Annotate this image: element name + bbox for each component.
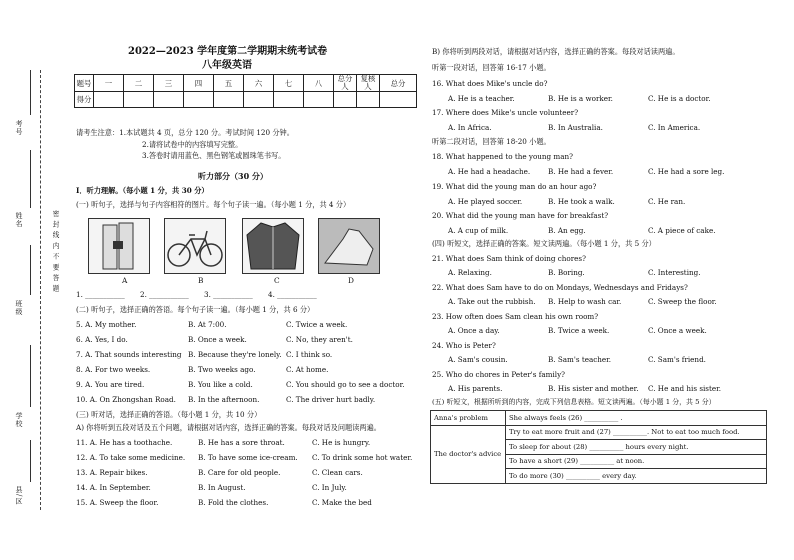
question-21: 21. What does Sam think of doing chores? bbox=[432, 254, 586, 263]
sub-1-heading: (一) 听句子，选择与句子内容相符的图片。每个句子读一遍。（每小题 1 分，共 4 分） bbox=[76, 200, 351, 209]
option[interactable]: 10. A. On Zhongshan Road. bbox=[76, 395, 176, 404]
listen-1-instruction: 听第一段对话，回答第 16-17 小题。 bbox=[432, 63, 551, 72]
option[interactable]: C. Sweep the floor. bbox=[648, 297, 717, 306]
option[interactable]: A. He is a teacher. bbox=[448, 94, 515, 103]
option[interactable]: C. In July. bbox=[312, 483, 347, 492]
option[interactable]: B. Boring. bbox=[548, 268, 585, 277]
option[interactable]: C. You should go to see a doctor. bbox=[286, 380, 405, 389]
option[interactable]: 7. A. That sounds interesting bbox=[76, 350, 182, 359]
option[interactable]: 6. A. Yes, I do. bbox=[76, 335, 128, 344]
option[interactable]: C. The driver hurt badly. bbox=[286, 395, 376, 404]
score-input-cell[interactable] bbox=[244, 92, 274, 108]
hand-wiping-icon bbox=[319, 219, 379, 273]
option[interactable]: 8. A. For two weeks. bbox=[76, 365, 151, 374]
question-23: 23. How often does Sam clean his own room? bbox=[432, 312, 599, 321]
question-16: 16. What does Mike's uncle do? bbox=[432, 79, 548, 88]
note-3: 3.答卷时请用蓝色、黑色钢笔或圆珠笔书写。 bbox=[142, 151, 286, 160]
blank-3[interactable]: 3. ___________ bbox=[204, 290, 253, 299]
option[interactable]: B. He is a worker. bbox=[548, 94, 613, 103]
score-table bbox=[74, 74, 417, 108]
option[interactable]: 13. A. Repair bikes. bbox=[76, 468, 148, 477]
option[interactable]: B. Once a week. bbox=[188, 335, 247, 344]
option[interactable]: 5. A. My mother. bbox=[76, 320, 137, 329]
option[interactable]: A. He played soccer. bbox=[448, 197, 523, 206]
question-20: 20. What did the young man have for breakfast? bbox=[432, 211, 609, 220]
sub-3-heading: (三) 听对话，选择正确的答语。（每小题 1 分，共 10 分） bbox=[76, 410, 262, 419]
pic-label-c: C bbox=[274, 276, 280, 285]
exam-no-label: 考号 bbox=[15, 120, 23, 136]
score-header-row bbox=[75, 75, 417, 92]
cell: 八 bbox=[304, 75, 334, 92]
option[interactable]: 11. A. He has a toothache. bbox=[76, 438, 173, 447]
option[interactable]: A. He had a headache. bbox=[448, 167, 531, 176]
sub-3a-instruction: A) 你将听到五段对话及五个问题，请根据对话内容，选择正确的答案。每段对话及问题读两遍。 bbox=[76, 423, 381, 432]
option[interactable]: B. In Australia. bbox=[548, 123, 603, 132]
option[interactable]: A. Take out the rubbish. bbox=[448, 297, 536, 306]
option[interactable]: A. Once a day. bbox=[448, 326, 500, 335]
option[interactable]: C. He is a doctor. bbox=[648, 94, 711, 103]
score-input-cell[interactable] bbox=[357, 92, 380, 108]
name-line bbox=[30, 150, 31, 208]
county-line bbox=[30, 440, 31, 482]
option[interactable]: B. He has a sore throat. bbox=[198, 438, 285, 447]
county-label: 县/区 bbox=[15, 486, 23, 506]
pic-label-d: D bbox=[348, 276, 354, 285]
option[interactable]: B. Fold the clothes. bbox=[198, 498, 269, 507]
option[interactable]: B. At 7:00. bbox=[188, 320, 227, 329]
fill-cell[interactable]: Try to eat more fruit and (27) __________. Not to eat too much food. bbox=[506, 425, 767, 440]
question-24: 24. Who is Peter? bbox=[432, 341, 496, 350]
option[interactable]: C. No, they aren't. bbox=[286, 335, 353, 344]
option[interactable]: 15. A. Sweep the floor. bbox=[76, 498, 159, 507]
option[interactable]: C. Clean cars. bbox=[312, 468, 363, 477]
option[interactable]: C. He and his sister. bbox=[648, 384, 722, 393]
table-row bbox=[431, 411, 767, 426]
cell: 五 bbox=[214, 75, 244, 92]
option[interactable]: B. In August. bbox=[198, 483, 246, 492]
option[interactable]: 9. A. You are tired. bbox=[76, 380, 145, 389]
score-input-cell[interactable] bbox=[124, 92, 154, 108]
cell: 四 bbox=[184, 75, 214, 92]
fill-cell[interactable]: To do more (30) __________ every day. bbox=[506, 469, 767, 484]
cell: 七 bbox=[274, 75, 304, 92]
option[interactable]: C. Interesting. bbox=[648, 268, 701, 277]
school-label: 学校 bbox=[15, 412, 23, 428]
option[interactable]: C. To drink some hot water. bbox=[312, 453, 413, 462]
option[interactable]: B. Care for old people. bbox=[198, 468, 281, 477]
bicycle-icon bbox=[165, 219, 225, 273]
cell: 六 bbox=[244, 75, 274, 92]
row-label: Anna's problem bbox=[431, 411, 506, 426]
option[interactable]: B. An egg. bbox=[548, 226, 586, 235]
exam-title: 2022—2023 学年度第二学期期末统考试卷 bbox=[128, 46, 328, 57]
score-input-cell[interactable] bbox=[154, 92, 184, 108]
option[interactable]: 14. A. In September. bbox=[76, 483, 151, 492]
picture-b bbox=[164, 218, 226, 274]
option[interactable]: B. In the afternoon. bbox=[188, 395, 260, 404]
sub-5-heading: (五) 听短文，根据所听到的内容，完成下列信息表格。短文读两遍。（每小题 1 分，共 5 分） bbox=[432, 398, 716, 406]
picture-c bbox=[242, 218, 304, 274]
score-input-cell[interactable] bbox=[214, 92, 244, 108]
option[interactable]: A. A cup of milk. bbox=[448, 226, 509, 235]
option[interactable]: 12. A. To take some medicine. bbox=[76, 453, 186, 462]
fill-cell[interactable]: She always feels (26) __________ . bbox=[506, 411, 767, 426]
cell: 二 bbox=[124, 75, 154, 92]
option[interactable]: C. He is hungry. bbox=[312, 438, 371, 447]
option[interactable]: B. You like a cold. bbox=[188, 380, 253, 389]
note-2: 2.请将试卷中的内容填写完整。 bbox=[142, 140, 243, 149]
question-18: 18. What happened to the young man? bbox=[432, 152, 573, 161]
fill-cell[interactable]: To sleep for about (28) __________ hours every night. bbox=[506, 440, 767, 455]
shirt-icon bbox=[243, 219, 303, 273]
cell: 题号 bbox=[75, 75, 94, 92]
sub-3b-instruction: B) 你将听到两段对话，请根据对话内容，选择正确的答案。每段对话读两遍。 bbox=[432, 47, 680, 56]
info-table bbox=[430, 410, 767, 484]
table-row bbox=[431, 425, 767, 440]
picture-d bbox=[318, 218, 380, 274]
pic-label-b: B bbox=[198, 276, 204, 285]
question-22: 22. What does Sam have to do on Mondays, Wednesdays and Fridays? bbox=[432, 283, 688, 292]
score-value-row bbox=[75, 92, 417, 108]
note-1: 请考生注意：1.本试题共 4 页，总分 120 分。考试时间 120 分钟。 bbox=[76, 128, 294, 137]
option[interactable]: C. In America. bbox=[648, 123, 701, 132]
cell: 一 bbox=[94, 75, 124, 92]
cell: 得分 bbox=[75, 92, 94, 108]
option[interactable]: C. Once a week. bbox=[648, 326, 707, 335]
sore-knee-icon bbox=[89, 219, 149, 273]
score-input-cell[interactable] bbox=[274, 92, 304, 108]
option[interactable]: A. Sam's cousin. bbox=[448, 355, 508, 364]
option[interactable]: C. Sam's friend. bbox=[648, 355, 706, 364]
option[interactable]: B. Because they're lonely. bbox=[188, 350, 282, 359]
option[interactable]: C. Make the bed bbox=[312, 498, 372, 507]
option[interactable]: C. A piece of cake. bbox=[648, 226, 716, 235]
section-listening: 听力部分（30 分） bbox=[198, 171, 268, 181]
question-25: 25. Who do chores in Peter's family? bbox=[432, 370, 565, 379]
part-1-heading: Ⅰ．听力理解。（每小题 1 分，共 30 分） bbox=[76, 186, 209, 195]
question-17: 17. Where does Mike's uncle volunteer? bbox=[432, 108, 579, 117]
sub-2-heading: (二) 听句子，选择正确的答语。每个句子读一遍。（每小题 1 分，共 6 分） bbox=[76, 305, 315, 314]
cell: 复核人 bbox=[357, 75, 380, 92]
option[interactable]: C. Twice a week. bbox=[286, 320, 348, 329]
question-19: 19. What did the young man do an hour ago? bbox=[432, 182, 597, 191]
score-input-cell[interactable] bbox=[334, 92, 357, 108]
class-label: 班级 bbox=[15, 300, 23, 316]
option[interactable]: C. He had a sore leg. bbox=[648, 167, 725, 176]
option[interactable]: B. Twice a week. bbox=[548, 326, 610, 335]
option[interactable]: B. He had a fever. bbox=[548, 167, 614, 176]
cell: 总分 bbox=[380, 75, 417, 92]
option[interactable]: B. He took a walk. bbox=[548, 197, 615, 206]
exam-subtitle: 八年级英语 bbox=[202, 60, 252, 71]
option[interactable]: C. He ran. bbox=[648, 197, 686, 206]
option[interactable]: A. His parents. bbox=[448, 384, 503, 393]
exam-no-line bbox=[30, 70, 31, 115]
option[interactable]: B. To have some ice-cream. bbox=[198, 453, 298, 462]
score-input-cell[interactable] bbox=[94, 92, 124, 108]
row-label: The doctor's advice bbox=[431, 425, 506, 483]
binding-strip bbox=[0, 0, 62, 560]
option[interactable]: A. Relaxing. bbox=[448, 268, 492, 277]
blank-4[interactable]: 4. ___________ bbox=[268, 290, 317, 299]
option[interactable]: A. In Africa. bbox=[448, 123, 492, 132]
blank-2[interactable]: 2. ___________ bbox=[140, 290, 189, 299]
sub-4-heading: (四) 听短文，选择正确的答案。短文读两遍。（每小题 1 分，共 5 分） bbox=[432, 239, 656, 248]
pic-label-a: A bbox=[122, 276, 128, 285]
seal-line bbox=[40, 70, 41, 510]
name-label: 姓名 bbox=[15, 212, 23, 228]
cell: 三 bbox=[154, 75, 184, 92]
cell: 总分人 bbox=[334, 75, 357, 92]
school-line bbox=[30, 345, 31, 407]
option[interactable]: C. I think so. bbox=[286, 350, 333, 359]
score-input-cell[interactable] bbox=[304, 92, 334, 108]
score-input-cell[interactable] bbox=[380, 92, 417, 108]
option[interactable]: C. At home. bbox=[286, 365, 329, 374]
seal-notice: 密 封 线 内 不 要 答 题 bbox=[51, 210, 59, 293]
listen-2-instruction: 听第二段对话，回答第 18-20 小题。 bbox=[432, 137, 551, 146]
option[interactable]: B. Sam's teacher. bbox=[548, 355, 612, 364]
picture-a bbox=[88, 218, 150, 274]
class-line bbox=[30, 245, 31, 295]
option[interactable]: B. His sister and mother. bbox=[548, 384, 639, 393]
option[interactable]: B. Two weeks ago. bbox=[188, 365, 256, 374]
fill-cell[interactable]: To have a short (29) __________ at noon. bbox=[506, 454, 767, 469]
option[interactable]: B. Help to wash car. bbox=[548, 297, 622, 306]
score-input-cell[interactable] bbox=[184, 92, 214, 108]
blank-1[interactable]: 1. ___________ bbox=[76, 290, 125, 299]
